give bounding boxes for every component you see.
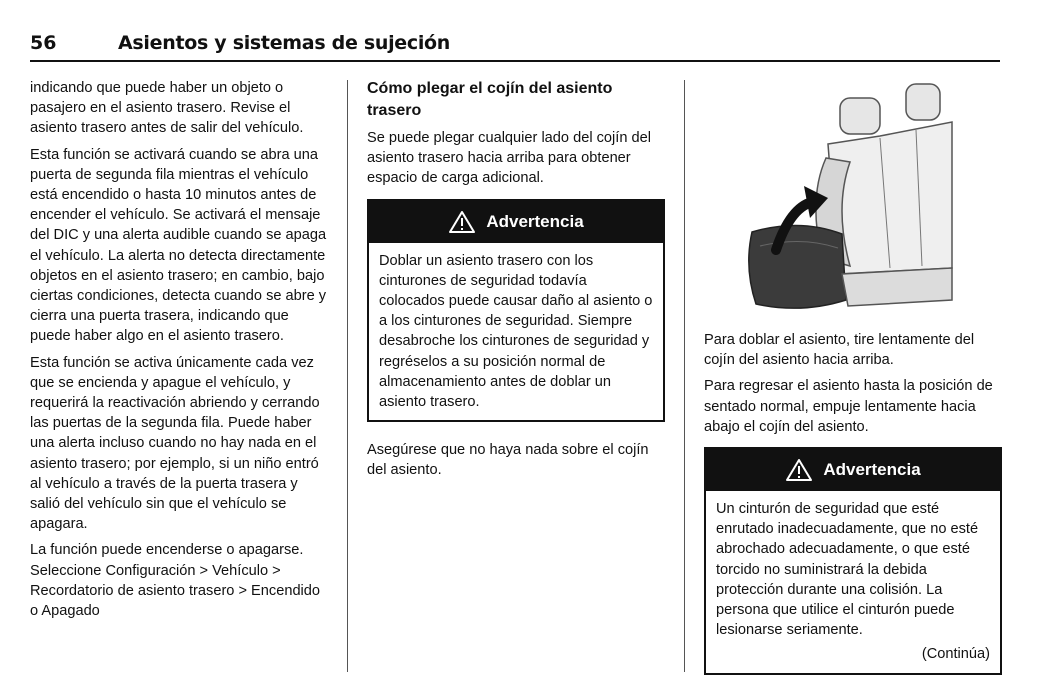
seat-diagram	[730, 78, 960, 318]
warning-body: Doblar un asiento trasero con los cinturones de seguridad todavía colocados puede causar daño al asiento o a los cinturones de seguridad. Siempre desabroche los cinturones de seguridad y regréselos a su posición normal de almacenamiento antes de doblar un asiento trasero.	[379, 252, 653, 411]
paragraph: Asegúrese que no haya nada sobre el cojín del asiento.	[367, 442, 649, 479]
warning-body	[706, 491, 1000, 673]
subsection-heading: Cómo plegar el cojín del asiento trasero	[367, 80, 613, 119]
warning-title: Advertencia	[486, 211, 584, 231]
paragraph: Para doblar el asiento, tire lentamente del cojín del asiento hacia arriba.	[704, 332, 975, 369]
warning-box	[367, 199, 665, 423]
paragraph: La función puede encenderse o apagarse. Seleccione Configuración > Vehículo > Recordatorio de asiento trasero > Encendido o Apagado	[30, 542, 321, 620]
warning-triangle-icon	[448, 210, 476, 234]
paragraph: Esta función se activará cuando se abra una puerta de segunda fila mientras el vehículo está encendido o hasta 10 minutos antes de encender el vehículo. Se activará el mensaje del DIC y una alerta audible cuando se apaga el vehículo. La alerta no detecta directamente objetos en el asiento trasero; en cambio, bajo ciertas condiciones, detecta cuando se abre y cierra una puerta trasera, indicando que puede haber algo en el asiento trasero.	[30, 146, 327, 345]
paragraph: Se puede plegar cualquier lado del cojín del asiento trasero hacia arriba para obtener espacio de carga adicional.	[367, 130, 651, 187]
warning-triangle-icon	[785, 458, 813, 482]
warning-header	[369, 201, 663, 243]
warning-header	[706, 449, 1000, 491]
column-left	[30, 78, 330, 627]
warning-title: Advertencia	[823, 459, 921, 479]
column-divider	[347, 80, 348, 672]
page-header	[30, 30, 1000, 62]
paragraph: indicando que puede haber un objeto o pasajero en el asiento trasero. Revise el asiento trasero antes de salir del vehículo.	[30, 80, 304, 137]
paragraph: Esta función se activa únicamente cada vez que se encienda y apague el vehículo, y requerirá la reactivación abriendo y cerrando las puertas de la segunda fila. Puede haber una alerta incluso cuando no hay nada en el asiento trasero; por ejemplo, si un niño entró al vehículo a través de la puerta trasera y salió del vehículo sin que el vehículo se apagara.	[30, 354, 320, 533]
paragraph: Para regresar el asiento hasta la posición de sentado normal, empuje lentamente hacia abajo el cojín del asiento.	[704, 378, 993, 435]
seat-illustration	[730, 78, 960, 318]
warning-box	[704, 447, 1002, 675]
column-divider	[684, 80, 685, 672]
continued-note: (Continúa)	[921, 646, 990, 663]
warning-text: Un cinturón de seguridad que esté enrutado inadecuadamente, que no esté abrochado adecuadamente, o que esté torcido no suministrará la debida protección durante una colisión. La persona que utilice el cinturón puede lesionarse seriamente.	[716, 501, 979, 639]
page-number: 56	[30, 32, 57, 54]
section-title: Asientos y sistemas de sujeción	[118, 32, 451, 54]
column-middle	[367, 78, 665, 487]
column-right	[704, 330, 1002, 693]
